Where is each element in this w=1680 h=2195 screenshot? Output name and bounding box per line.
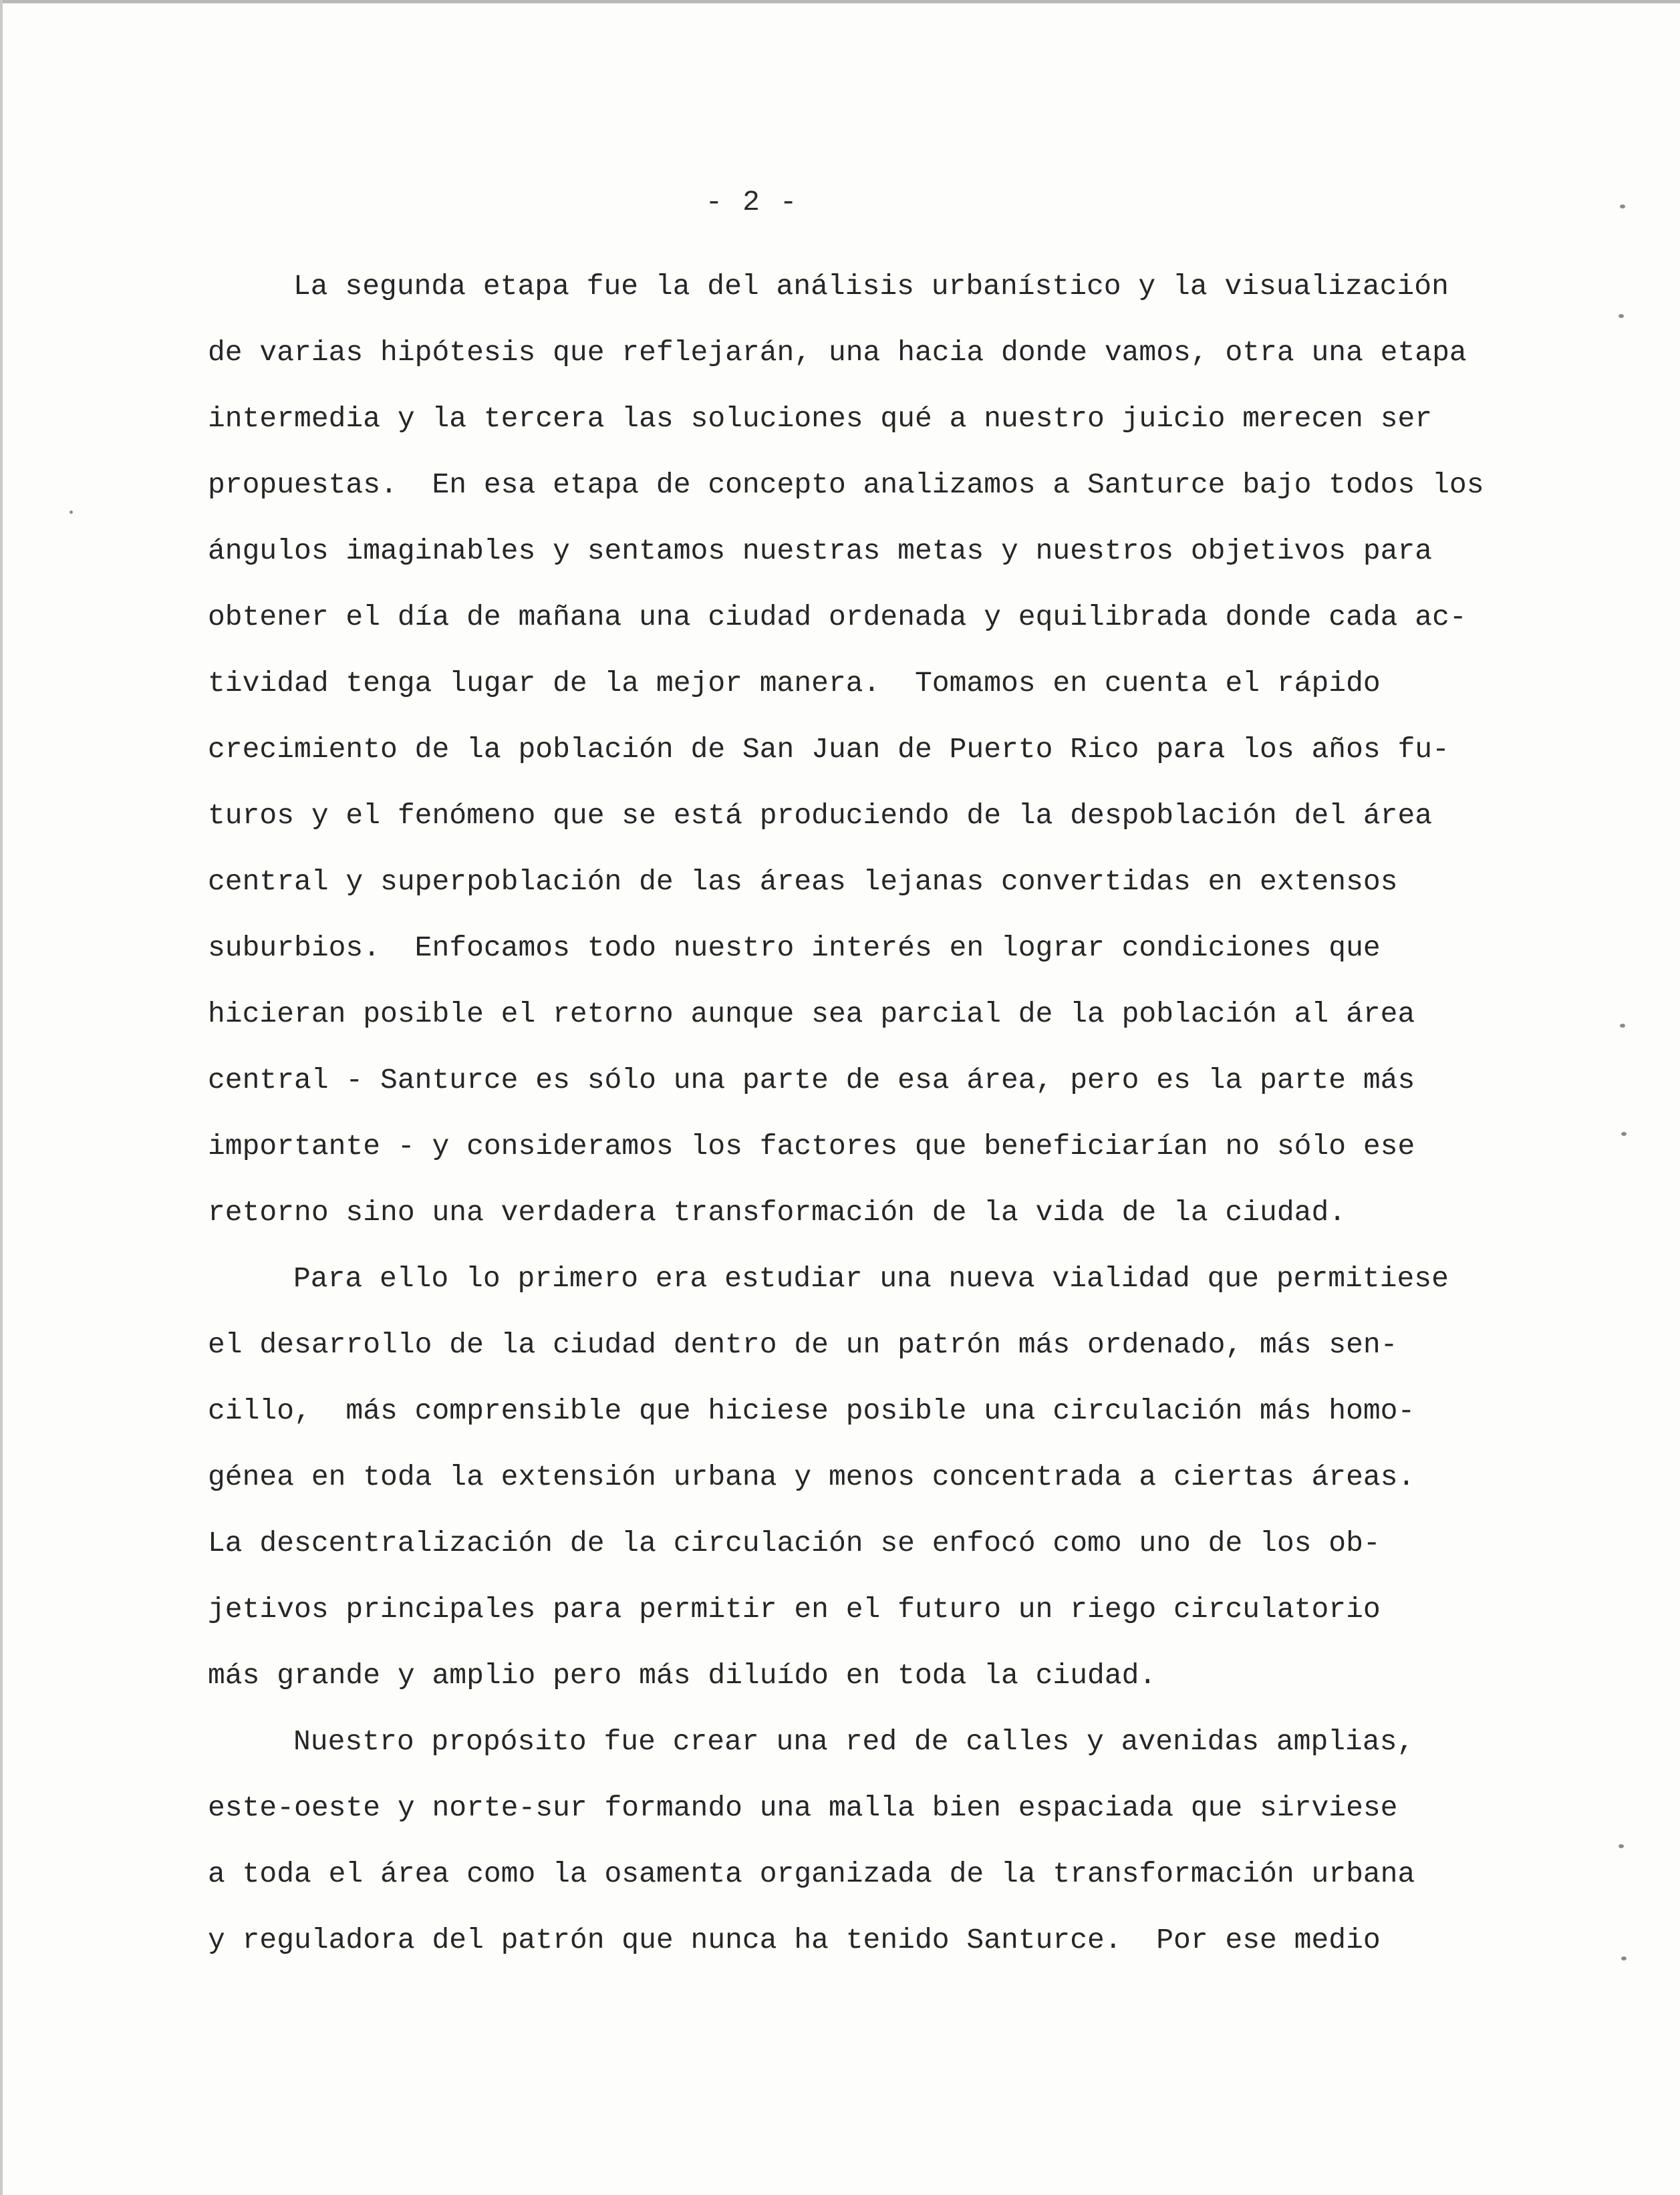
text-line: de varias hipótesis que reflejarán, una hacia donde vamos, otra una etapa xyxy=(208,336,1467,369)
text-line: intermedia y la tercera las soluciones qué a nuestro juicio merecen ser xyxy=(208,402,1433,435)
text-line: turos y el fenómeno que se está produciendo de la despoblación del área xyxy=(208,799,1433,832)
text-line: cillo, más comprensible que hiciese posible una circulación más homo- xyxy=(208,1395,1415,1427)
page-left-edge xyxy=(0,0,3,2195)
page-number: - 2 - xyxy=(705,186,799,218)
scan-speck xyxy=(69,510,73,514)
paragraph-1 xyxy=(208,253,1484,1246)
body-text xyxy=(208,253,1484,1973)
text-line: La descentralización de la circulación se enfocó como uno de los ob- xyxy=(208,1527,1381,1560)
text-line: tividad tenga lugar de la mejor manera. Tomamos en cuenta el rápido xyxy=(208,667,1381,700)
text-line: Para ello lo primero era estudiar una nueva vialidad que permitiese xyxy=(293,1262,1449,1295)
text-line: este-oeste y norte-sur formando una malla bien espaciada que sirviese xyxy=(208,1791,1398,1824)
text-line: a toda el área como la osamenta organizada de la transformación urbana xyxy=(208,1858,1415,1890)
text-line: más grande y amplio pero más diluído en toda la ciudad. xyxy=(208,1659,1157,1692)
text-line: hicieran posible el retorno aunque sea parcial de la población al área xyxy=(208,998,1415,1030)
text-line: crecimiento de la población de San Juan de Puerto Rico para los años fu- xyxy=(208,733,1449,766)
text-line: propuestas. En esa etapa de concepto analizamos a Santurce bajo todos los xyxy=(208,468,1484,501)
scan-speck xyxy=(1621,1956,1627,1960)
scan-speck xyxy=(1619,1844,1624,1848)
text-line: ángulos imaginables y sentamos nuestras metas y nuestros objetivos para xyxy=(208,535,1433,567)
text-line: retorno sino una verdadera transformación de la vida de la ciudad. xyxy=(208,1196,1347,1229)
text-line: obtener el día de mañana una ciudad ordenada y equilibrada donde cada ac- xyxy=(208,601,1467,633)
text-line: y reguladora del patrón que nunca ha tenido Santurce. Por ese medio xyxy=(208,1924,1381,1956)
text-line: importante - y consideramos los factores que beneficiarían no sólo ese xyxy=(208,1130,1415,1163)
paragraph-2 xyxy=(208,1246,1464,1709)
text-line: Nuestro propósito fue crear una red de calles y avenidas amplias, xyxy=(293,1725,1415,1758)
scan-speck xyxy=(1620,204,1625,208)
scan-speck xyxy=(1619,314,1624,318)
text-line: el desarrollo de la ciudad dentro de un patrón más ordenado, más sen- xyxy=(208,1328,1398,1361)
page-top-edge xyxy=(0,0,1680,3)
paragraph-3 xyxy=(208,1709,1464,1973)
scan-speck xyxy=(1621,1132,1627,1136)
text-line: suburbios. Enfocamos todo nuestro interés en lograr condiciones que xyxy=(208,931,1381,964)
text-line: génea en toda la extensión urbana y menos concentrada a ciertas áreas. xyxy=(208,1461,1415,1493)
text-line: jetivos principales para permitir en el futuro un riego circulatorio xyxy=(208,1593,1381,1626)
text-line: central - Santurce es sólo una parte de esa área, pero es la parte más xyxy=(208,1064,1415,1096)
scan-speck xyxy=(1620,1024,1625,1028)
text-line: central y superpoblación de las áreas lejanas convertidas en extensos xyxy=(208,865,1398,898)
text-line: La segunda etapa fue la del análisis urbanístico y la visualización xyxy=(293,270,1449,303)
